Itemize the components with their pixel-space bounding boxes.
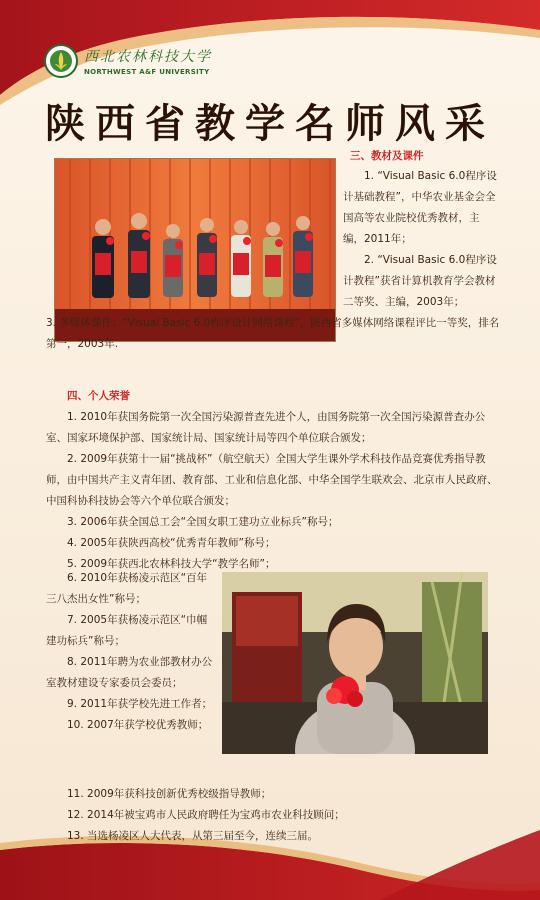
honor-item-11: 11. 2009年获科技创新优秀校级指导教师； xyxy=(67,788,272,800)
honor-item-6: 6. 2010年获杨凌示范区“百年三八杰出女性”称号； xyxy=(46,572,208,605)
honor-item-5: 5. 2009年获西北农林科技大学“教学名师”； xyxy=(67,558,276,570)
honor-item-13: 13. 当选杨凌区人大代表，从第三届至今，连续三届。 xyxy=(67,830,319,842)
section4-bottom xyxy=(46,784,500,847)
logo-english-name: NORTHWEST A&F UNIVERSITY xyxy=(84,68,210,76)
honor-item-2: 2. 2009年获第十一届“挑战杯”（航空航天）全国大学生课外学术科技作品竞赛优秀指导教师，由中国共产主义青年团、教育部、工业和信息化部、中华全国学生联欢会、北京市人民政府、中国科协科技协会等六个单位联合颁发； xyxy=(46,453,498,507)
section3-heading xyxy=(350,146,500,167)
section4-block xyxy=(46,386,500,575)
honor-item-1: 1. 2010年获国务院第一次全国污染源普查先进个人，由国务院第一次全国污染源普查办公室、国家环境保护部、国家统计局、国家统计局等四个单位联合颁发； xyxy=(46,411,486,444)
honor-item-8: 8. 2011年聘为农业部教材办公室教材建设专家委员会委员； xyxy=(46,656,213,689)
honor-item-7: 7. 2005年获杨凌示范区“巾帼建功标兵”称号； xyxy=(46,614,208,647)
logo-chinese-name: 西北农林科技大学 xyxy=(84,49,212,65)
university-logo xyxy=(44,44,212,78)
university-emblem-icon xyxy=(44,44,78,78)
honor-item-4: 4. 2005年获陕西高校“优秀青年教师”称号； xyxy=(67,537,276,549)
section4-left-column xyxy=(46,568,214,736)
honor-item-10: 10. 2007年获学校优秀教师； xyxy=(67,719,209,731)
section3-title: 三、教材及课件 xyxy=(350,150,424,162)
teacher-portrait-photo xyxy=(222,572,488,754)
section3-item1: 1. “Visual Basic 6.0程序设计基础教程”，中华农业基金会全国高等农业院校优秀教材，主编，2011年； xyxy=(343,170,497,245)
honor-item-3: 3. 2006年获全国总工会“全国女职工建功立业标兵”称号； xyxy=(67,516,339,528)
section4-title: 四、个人荣誉 xyxy=(67,390,130,402)
honor-item-9: 9. 2011年获学校先进工作者； xyxy=(67,698,213,710)
section3-item2: 2. “Visual Basic 6.0程序设计教程”获省计算机教育学会教材二等奖、主编，2003年； xyxy=(343,254,497,308)
honor-item-12: 12. 2014年被宝鸡市人民政府聘任为宝鸡市农业科技顾问； xyxy=(67,809,345,821)
portrait-illustration xyxy=(222,572,488,754)
section3-item3: 3. 多媒体课件：“Visual Basic 6.0程序设计网络课程”，陕西省多媒体网络课程评比一等奖，排名第一，2003年. xyxy=(46,317,500,350)
page-title: 陕西省教学名师风采 xyxy=(45,100,495,147)
